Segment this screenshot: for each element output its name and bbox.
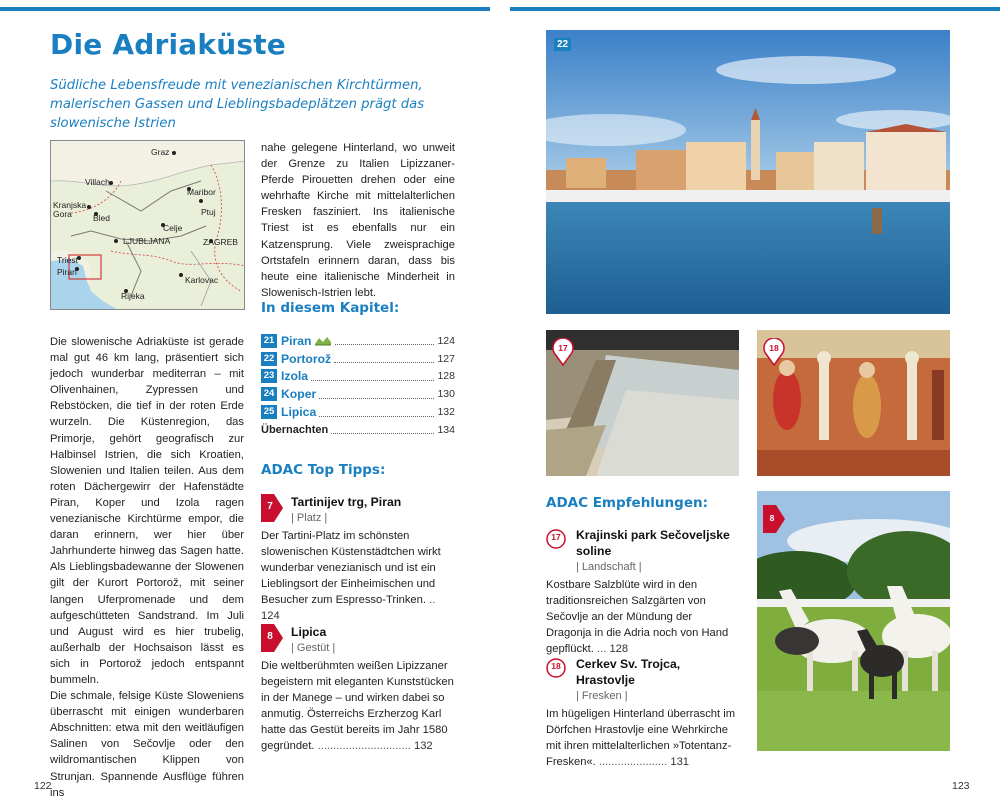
tipp-description: Die weltberühmten weißen Lipizzaner begeistern mit eleganten Kunststücken in der Manege – und wirken dabei so anmutig. Österreichs Erzherzog Karl hatte das Gestüt bereits im Jahr 1580 gegründet. .............................. 132: [261, 660, 454, 753]
empfehlung-badge: 17: [546, 527, 568, 551]
map-label-triest: Triest: [57, 255, 78, 265]
photo-marker: 18: [763, 338, 785, 366]
empfehlung-name: Cerkev Sv. Trojca, Hrastovlje: [576, 657, 681, 687]
photo-salt-pans: [546, 330, 739, 476]
tipp-description: Der Tartini-Platz im schönsten slowenischen Küstenstädtchen wirkt wunderbar venezianisch und ist ein Lieblingsort der Einheimischen und Besucher zum Espresso-Trinken. .. 124: [261, 530, 441, 623]
top-tipp-lipica: [261, 624, 455, 755]
tipp-category: | Gestüt |: [291, 642, 336, 654]
chapter-page: 130: [437, 388, 455, 401]
chapter-page: 127: [437, 352, 455, 365]
tipp-badge: 7: [261, 494, 283, 522]
map-label-karlovac: Karlovac: [185, 275, 219, 285]
photo-number: 22: [554, 38, 571, 51]
empfehlung-hrastovlje: [546, 656, 740, 770]
map-label-celje: Celje: [163, 223, 183, 233]
chapter-heading: In diesem Kapitel:: [261, 300, 400, 316]
empfehlung-name: Krajinski park Sečoveljske soline: [576, 528, 730, 558]
chapter-item-lipica[interactable]: [261, 403, 455, 421]
tipp-badge: 8: [261, 624, 283, 652]
top-tipp-tartini: [261, 494, 455, 625]
photo-marker: 8: [763, 505, 785, 533]
chapter-number: 24: [261, 387, 277, 401]
map-label-rijeka: Rijeka: [121, 291, 145, 301]
tipp-page: 132: [413, 740, 433, 753]
tipp-page: 124: [261, 610, 280, 623]
chapter-item-piran[interactable]: [261, 332, 455, 350]
map-label-graz: Graz: [151, 147, 170, 157]
chapter-number: 21: [261, 334, 277, 348]
tipp-name: Tartinijev trg, Piran: [291, 495, 402, 509]
region-map: [50, 140, 245, 310]
photo-piran-harbor: [546, 30, 950, 314]
empfehlung-page: 131: [670, 756, 690, 769]
chapter-item-overview[interactable]: [261, 421, 455, 439]
photo-lipizzaner-horses: [757, 491, 950, 751]
intro-paragraph-2: Die schmale, felsige Küste Sloweniens überrascht mit einigen wunderbaren Abschnitten: etwa mit den weitläufigen Salinen von Sečovlje oder den wildromantischen Klippen von Strunjan. Spannende Ausflüge führen ins: [50, 690, 244, 799]
chapter-name: Koper: [281, 387, 317, 402]
empfehlung-category: | Landschaft |: [576, 561, 642, 573]
map-label-maribor: Maribor: [187, 187, 216, 197]
empfehlungen-heading: ADAC Empfehlungen:: [546, 495, 708, 511]
chapter-list: [261, 332, 455, 439]
intro-column-2: nahe gelegene Hinterland, wo unweit der Grenze zu Italien Lipizzaner-Pferde Pirouetten drehen oder eine wehrhafte Kirche mit mittelalterlichen Fresken fasziniert. Ins italienische Triest ist es ebenfalls nur ein Katzensprung. Viele zweisprachige Ortstafeln erinnern daran, dass bis heute eine italienische Minderheit in Slowenisch-Istrien lebt.: [261, 142, 455, 299]
chapter-name: Izola: [281, 369, 309, 384]
chapter-name: Portorož: [281, 351, 332, 366]
chapter-number: 23: [261, 369, 277, 383]
empfehlung-description: Kostbare Salzblüte wird in den traditionsreichen Salzgärten von Sečovlje an der Mündung der Dragonja in die Adria noch von Hand gepflückt. ... 128: [546, 579, 729, 656]
page-subtitle: Südliche Lebensfreude mit venezianischen Kirchtürmen, malerischen Gassen und Lieblingsbadeplätzen prägt das slowenische Istrien: [50, 78, 425, 131]
page-number-left: 122: [34, 780, 52, 792]
overview-name: Übernachten: [261, 423, 329, 436]
intro-column-1: [50, 334, 244, 800]
top-rule-left: [0, 7, 490, 11]
chapter-page: 128: [437, 370, 455, 383]
photo-fresco: [757, 330, 950, 476]
intro-paragraph-1: Die slowenische Adriaküste ist gerade mal gut 46 km lang, präsentiert sich jedoch wunderbar mediterran – mit Olivenhainen, Zypressen und Rebstöcken, die tief in der roten Erde wurzeln. Die Küstenregion, das Primorje, gehört geografisch zur Halbinsel Istrien, die sich Kroatien, Slowenien und Italien teilen. Aus dem roten Dächergewirr der Hafenstädte Piran, Koper und Izola ragen venezianische Kirchtürme empor, die daran erinnern, wer hier über Jahrhunderte hinweg das Sagen hatte. Als Lieblingsbadewanne der Slowenen gilt der Kurort Portorož, mit seiner langen Uferpromenade und dem aufgeschütteten Sandstrand. Im Juli und August wird es hier trubelig, außerhalb der Hochsaison lässt es sich in Portorož jedoch entspannt bummeln.: [50, 336, 244, 686]
tipp-name: Lipica: [291, 625, 327, 639]
photo-marker: 17: [552, 338, 574, 366]
map-label-villach: Villach: [85, 177, 110, 187]
chapter-number: 25: [261, 405, 277, 419]
chapter-name: Lipica: [281, 405, 317, 420]
page-title: Die Adriaküste: [50, 28, 286, 61]
top-rule-right: [510, 7, 1000, 11]
empfehlung-description: Im hügeligen Hinterland überrascht im Dörfchen Hrastovlje eine Wehrkirche mit ihren mittelalterlichen »Totentanz-Fresken«. ...................... 131: [546, 708, 736, 769]
empfehlung-category: | Fresken |: [576, 690, 628, 702]
map-label-piran: Piran: [57, 267, 77, 277]
map-label-kranjska-gora: Kranjska Gora: [53, 200, 87, 219]
empfehlung-salt-park: [546, 527, 740, 657]
chapter-item-izola[interactable]: [261, 368, 455, 386]
map-label-zagreb: ZAGREB: [203, 237, 238, 247]
map-label-ljubljana: LJUBLJANA: [123, 236, 171, 246]
chapter-item-portoroz[interactable]: [261, 350, 455, 368]
chapter-name: Piran: [281, 333, 312, 348]
map-label-bled: Bled: [93, 213, 111, 223]
chapter-page: 132: [437, 406, 455, 419]
page-number-right: 123: [952, 780, 970, 792]
overview-page: 134: [437, 423, 455, 436]
empfehlung-badge: 18: [546, 656, 568, 680]
empfehlung-page: 128: [609, 643, 629, 656]
top-tipps-heading: ADAC Top Tipps:: [261, 462, 386, 478]
chapter-page: 124: [437, 334, 455, 347]
tipp-category: | Platz |: [291, 512, 328, 524]
chapter-item-koper[interactable]: [261, 385, 455, 403]
chapter-number: 22: [261, 352, 277, 366]
map-label-ptuj: Ptuj: [201, 207, 216, 217]
map-section-icon: [314, 336, 332, 346]
